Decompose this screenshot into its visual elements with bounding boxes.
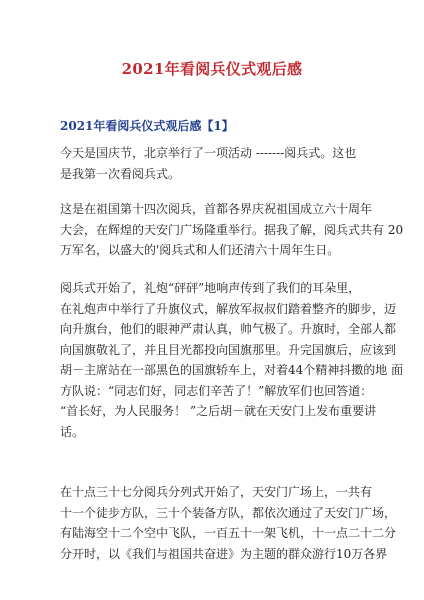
document-title: 2021年看阅兵仪式观后感	[121, 60, 303, 78]
paragraph-line: 在礼炮声中举行了升旗仪式，解放军叔叔们踏着整齐的脚步，迈	[60, 301, 397, 316]
paragraph-line: 这是在祖国第十四次阅兵，首都各界庆祝祖国成立六十周年	[60, 202, 373, 216]
paragraph-line: 有陆海空十二个空中飞队，一百五十一架飞机，十一点二十二分	[60, 526, 397, 540]
paragraph-line: 十一个徒步方队，三十个装备方队，都依次通过了天安门广场，	[60, 505, 397, 520]
paragraph-line: 方队说：“同志们好，同志们辛苦了！”解放军们也回答道：	[60, 383, 373, 398]
paragraph-line: 万军名，以盛大的'阅兵式和人们还清六十周年生日。	[60, 243, 340, 257]
paragraph-line: 向升旗台，他们的眼神严肃认真，帅气极了。升旗时，全部人都	[60, 322, 397, 336]
paragraph-line: 胡－主席站在一部黑色的国旗轿车上，对着44个精神抖擞的地 面	[60, 363, 404, 377]
paragraph-line: 今天是国庆节，北京举行了一项活动 -------阅兵式。这也	[60, 146, 357, 160]
paragraph-line: 向国旗敬礼了，并且目光都投向国旗那里。升完国旗后，应该到	[60, 342, 397, 357]
paragraph-2	[60, 199, 404, 261]
section-heading: 2021年看阅兵仪式观后感【1】	[60, 119, 234, 133]
paragraph-3	[60, 278, 404, 442]
paragraph-line: 话。	[60, 424, 85, 439]
paragraph-line: 分开时，以《我们与祖国共奋进》为主题的群众游行10万各界	[60, 546, 388, 561]
paragraph-4	[60, 482, 397, 564]
paragraph-line: 阅兵式开始了，礼炮“砰砰”地响声传到了我们的耳朵里，	[60, 281, 361, 295]
paragraph-line: “首长好，为人民服务！ ”之后胡－就在天安门上发布重要讲	[60, 404, 377, 418]
paragraph-line: 在十点三十七分阅兵分列式开始了，天安门广场上，一共有	[60, 485, 373, 499]
paragraph-1	[60, 143, 370, 184]
paragraph-line: 是我第一次看阅兵式。	[60, 166, 181, 181]
paragraph-line: 大会，在辉煌的天安门广场隆重举行。据我了解，阅兵式共有 20	[60, 222, 404, 237]
